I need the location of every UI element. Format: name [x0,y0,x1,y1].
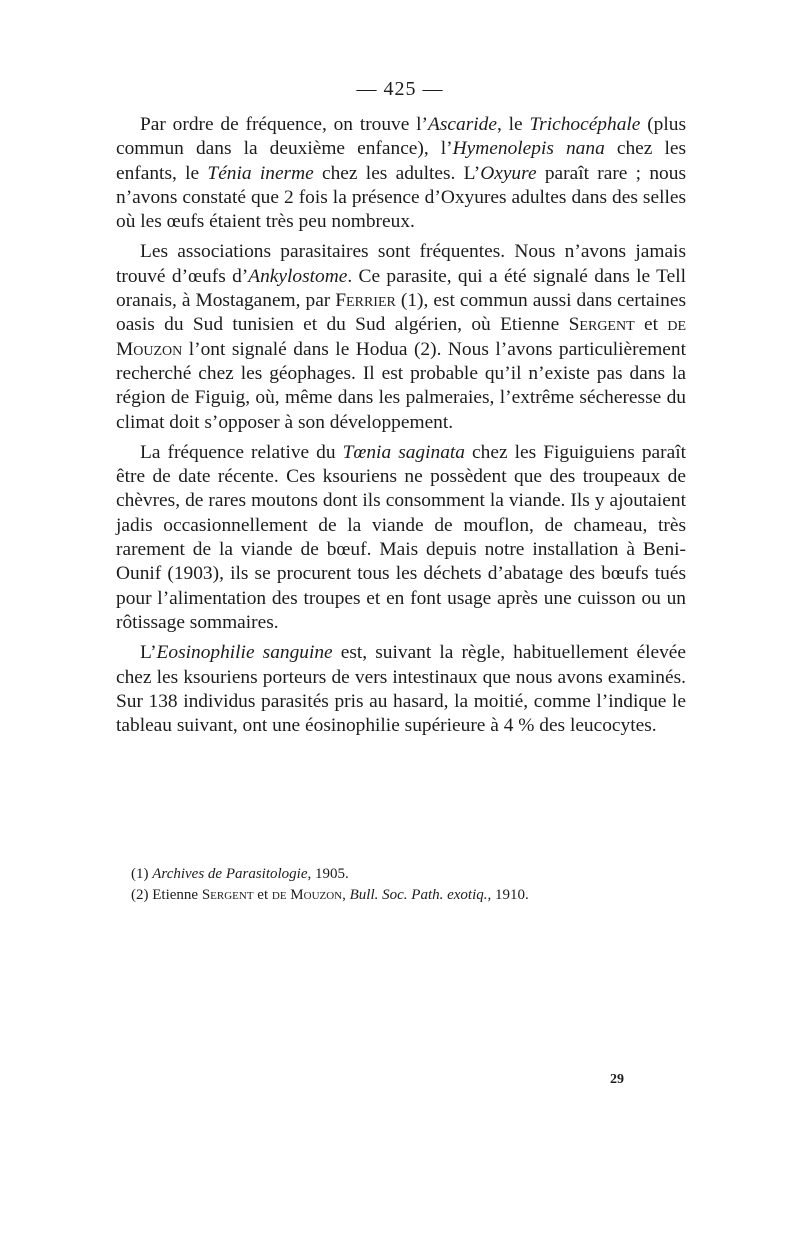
text-run: , [342,887,350,903]
text-run: chez les enfants, le [116,138,686,184]
footnotes [131,864,691,906]
text-run: et [253,887,272,903]
text-run: Par ordre de fréquence, on trouve l’ [140,114,429,135]
body-text [116,113,686,744]
footnote-2 [131,885,691,906]
paragraph-2 [116,240,686,434]
italic-term: Oxyure [480,162,537,184]
text-run: (1), est commun aussi dans certaines oasis du Sud tunisien et du Sud algérien, où Etienne [116,290,686,336]
text-run: est, suivant la règle, habituellement élevée chez les ksouriens porteurs de vers intestinaux que nous avons examinés. Sur 138 individus parasités pris au hasard, la moitié, comme l’indique le tableau suivant, ont une éosinophilie supérieure à 4 % des leucocytes. [116,642,686,737]
footnote-marker: (2) Etienne [131,887,202,903]
text-run: (plus commun dans la deuxième enfance), l’ [116,114,686,160]
page-number: — 425 — [356,78,444,100]
paragraph-3 [116,441,686,635]
footnote-marker: (1) [131,866,153,882]
text-run: , 1905. [307,866,349,882]
footnote-1 [131,864,691,885]
text-run: La fréquence relative du [140,441,343,463]
signature-mark: 29 [610,1072,624,1087]
text-run: chez les adultes. L’ [313,162,481,184]
italic-term: Ascaride [428,114,497,135]
italic-term: Trichocéphale [529,114,641,135]
text-run: paraît rare ; nous n’avons constaté que 2 fois la présence d’Oxyures adultes dans des selles où les œufs étaient très peu nombreux. [116,162,686,233]
author-name: Sergent [201,887,254,903]
text-run: , le [496,114,530,135]
author-name: de Mouzon [271,887,343,903]
italic-term: Ankylostome [248,265,348,287]
italic-term: Eosinophilie sanguine [156,642,333,664]
text-run: , 1910. [487,887,529,903]
italic-term: Hymenolepis nana [452,138,605,160]
journal-title: Archives de Parasitologie [152,866,308,882]
italic-term: Tœnia saginata [342,441,465,463]
author-name: Sergent [568,314,635,336]
author-name: Ferrier [335,290,396,312]
text-run: Les associations parasitaires sont fréquentes. Nous n’avons jamais trouvé d’œufs d’ [116,241,686,287]
text-run: l’ont signalé dans le Hodua (2). Nous l’avons particulièrement recherché chez les géophages. Il est probable qu’il n’existe pas dans la région de Figuig, où, même dans les palmeraies, l’extrême sécheresse du climat doit s’opposer à son développement. [116,338,686,433]
paragraph-1 [116,113,686,234]
text-run: L’ [140,642,157,664]
text-run: et [634,314,668,336]
author-name: de Mouzon [116,314,686,360]
text-run: chez les Figuiguiens paraît être de date récente. Ces ksouriens ne possèdent que des troupeaux de chèvres, de rares moutons dont ils consomment la viande. Ils y ajoutaient jadis occasionnellement de la viande de mouflon, de chameau, très rarement de la viande de bœuf. Mais depuis notre installation à Beni-Ounif (1903), ils se procurent tous les déchets d’abatage des bœufs tués pour l’alimentation des troupes et en font usage après une cuisson ou un rôtissage sommaires. [116,441,687,633]
journal-title: Bull. Soc. Path. exotiq. [349,887,488,903]
italic-term: Ténia inerme [207,162,314,184]
text-run: . Ce parasite, qui a été signalé dans le Tell oranais, à Mostaganem, par [116,265,686,312]
paragraph-4 [116,641,686,738]
